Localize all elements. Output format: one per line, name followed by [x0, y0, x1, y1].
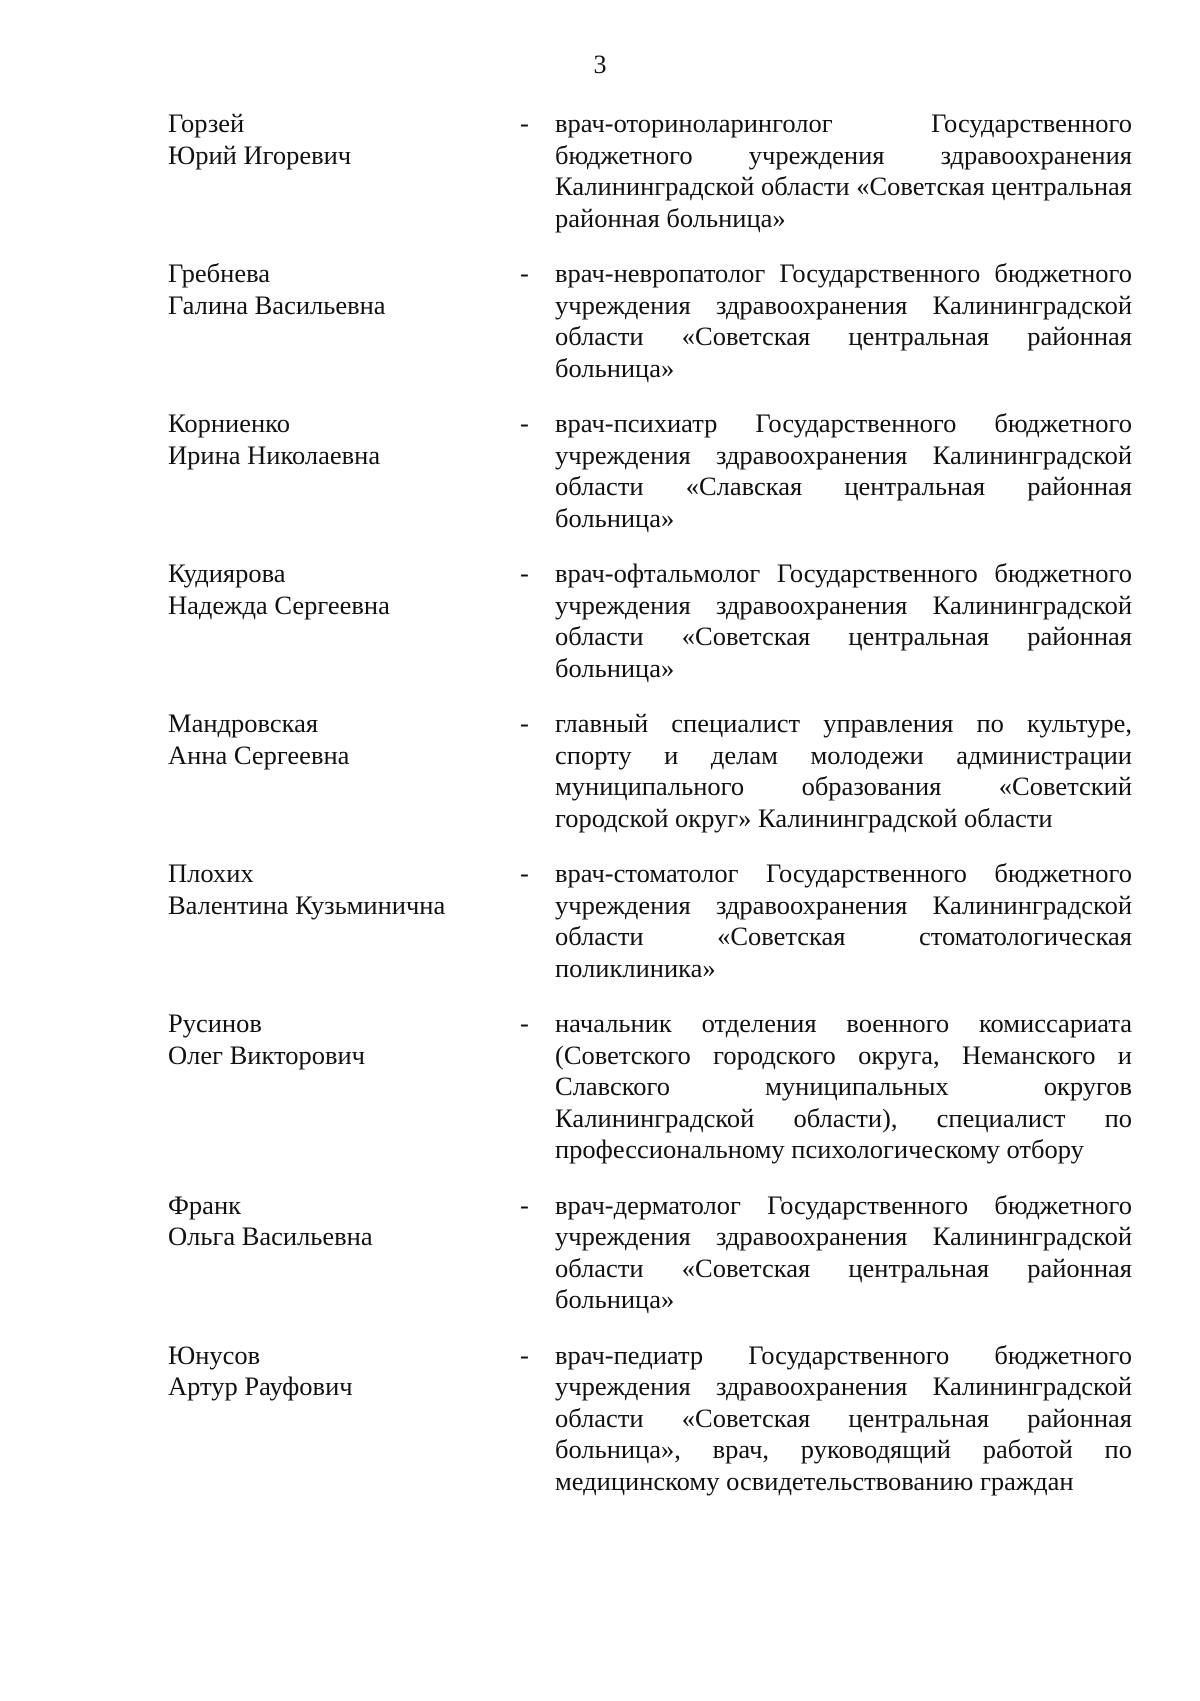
list-dash: -	[520, 1008, 529, 1038]
list-item	[168, 558, 1132, 684]
list-item	[168, 1190, 1132, 1316]
member-given-names: Олег Викторович	[168, 1039, 366, 1070]
member-position: врач-невропатолог Государственного бюджетного учреждения здравоохранения Калининградской области «Советская центральная районная больница»	[555, 258, 1132, 383]
list-dash: -	[520, 708, 529, 738]
member-given-names: Ольга Васильевна	[168, 1221, 373, 1251]
member-name	[168, 558, 520, 684]
member-given-names: Валентина Кузьминична	[168, 889, 446, 920]
list-item	[168, 258, 1132, 384]
member-position: врач-психиатр Государственного бюджетного учреждения здравоохранения Калининградской области «Славская центральная районная больница»	[555, 408, 1132, 533]
list-dash: -	[520, 408, 529, 438]
member-surname: Франк	[168, 1189, 242, 1220]
member-name	[168, 708, 520, 834]
member-given-names: Ирина Николаевна	[168, 439, 381, 470]
list-dash: -	[520, 258, 529, 288]
list-item	[168, 1008, 1132, 1166]
member-given-names: Юрий Игоревич	[168, 139, 352, 170]
member-position: главный специалист управления по культуре, спорту и делам молодежи администрации муниципального образования «Советский городской округ» Калининградской области	[555, 708, 1132, 833]
member-position: врач-дерматолог Государственного бюджетного учреждения здравоохранения Калининградской области «Советская центральная районная больница»	[555, 1189, 1132, 1314]
member-given-names: Надежда Сергеевна	[168, 589, 390, 620]
page-number: 3	[593, 50, 607, 79]
member-surname: Гребнева	[168, 258, 271, 288]
member-position: начальник отделения военного комиссариата (Советского городского округа, Неманского и Славского муниципальных округов Калининградской области), специалист по профессиональному психологическому отбору	[555, 1008, 1132, 1164]
member-given-names: Галина Васильевна	[168, 289, 386, 320]
list-item	[168, 708, 1132, 834]
list-dash: -	[520, 558, 529, 588]
list-item	[168, 108, 1132, 234]
list-item	[168, 408, 1132, 534]
member-name	[168, 1340, 520, 1498]
member-surname: Плохих	[168, 858, 254, 888]
member-surname: Мандровская	[168, 708, 319, 738]
commission-members-list	[168, 108, 1132, 1497]
list-item	[168, 858, 1132, 984]
list-dash: -	[520, 858, 529, 888]
member-name	[168, 1190, 520, 1316]
member-name	[168, 1008, 520, 1166]
member-position: врач-офтальмолог Государственного бюджетного учреждения здравоохранения Калининградской области «Советская центральная районная больница»	[555, 558, 1132, 683]
member-position: врач-оториноларинголог Государственного бюджетного учреждения здравоохранения Калининградской области «Советская центральная районная больница»	[555, 108, 1132, 233]
member-given-names: Анна Сергеевна	[168, 739, 350, 770]
member-position: врач-педиатр Государственного бюджетного учреждения здравоохранения Калининградской области «Советская центральная районная больница», врач, руководящий работой по медицинскому освидетельствованию граждан	[555, 1339, 1132, 1496]
member-surname: Корниенко	[168, 408, 290, 438]
list-dash: -	[520, 108, 529, 138]
list-dash: -	[520, 1339, 529, 1370]
member-surname: Кудиярова	[168, 558, 286, 588]
list-dash: -	[520, 1189, 529, 1220]
list-item	[168, 1340, 1132, 1498]
member-name	[168, 108, 520, 234]
member-position: врач-стоматолог Государственного бюджетного учреждения здравоохранения Калининградской области «Советская стоматологическая поликлиника»	[555, 858, 1132, 983]
member-given-names: Артур Рауфович	[168, 1371, 353, 1401]
member-name	[168, 258, 520, 384]
member-surname: Горзей	[168, 108, 245, 138]
member-surname: Русинов	[168, 1008, 262, 1038]
member-surname: Юнусов	[168, 1339, 261, 1370]
member-name	[168, 858, 520, 984]
member-name	[168, 408, 520, 534]
